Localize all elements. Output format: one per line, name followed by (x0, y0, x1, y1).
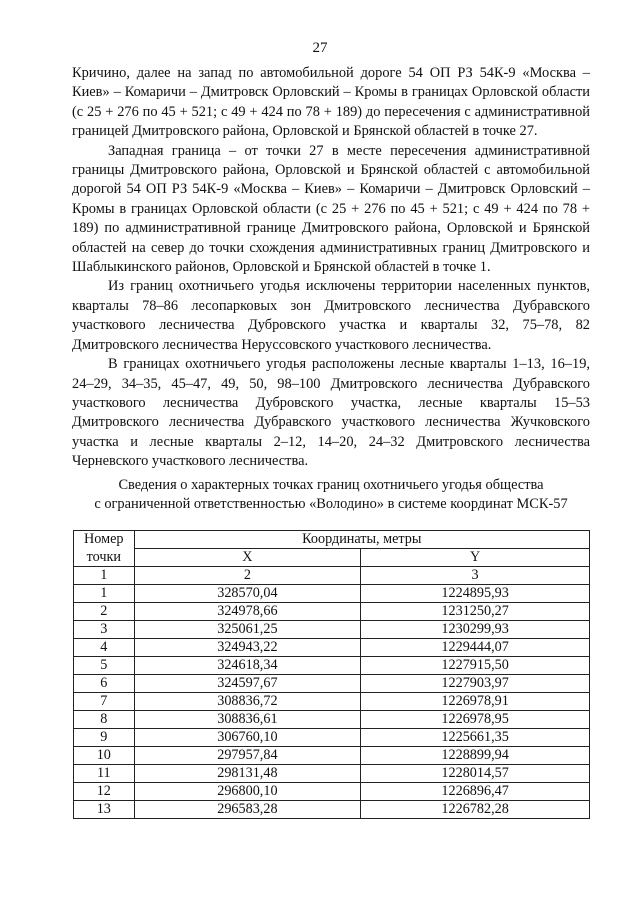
point-number-cell: 1 (74, 585, 135, 603)
x-coordinate-cell: 328570,04 (134, 585, 361, 603)
header-point-number-bottom: точки (74, 549, 135, 567)
x-coordinate-cell: 324618,34 (134, 657, 361, 675)
index-cell: 2 (134, 567, 361, 585)
point-number-cell: 3 (74, 621, 135, 639)
index-cell: 1 (74, 567, 135, 585)
table-header-row (74, 531, 590, 549)
point-number-cell: 9 (74, 729, 135, 747)
table-row (74, 585, 590, 603)
table-row (74, 693, 590, 711)
table-header-row (74, 549, 590, 567)
point-number-cell: 2 (74, 603, 135, 621)
point-number-cell: 7 (74, 693, 135, 711)
paragraph-exclusions: Из границ охотничьего угодья исключены территории населенных пунктов, кварталы 78–86 лесопарковых зон Дмитровского лесничества Дубравского участкового лесничества Дубровского участка и кварталы 32, 75–78, 82 Дмитровского лесничества Неруссовского участкового лесничества. (72, 278, 590, 353)
y-coordinate-cell: 1227903,97 (361, 675, 590, 693)
y-coordinate-cell: 1229444,07 (361, 639, 590, 657)
x-coordinate-cell: 306760,10 (134, 729, 361, 747)
header-point-number-top: Номер (74, 531, 135, 549)
y-coordinate-cell: 1226782,28 (361, 801, 590, 819)
table-row (74, 801, 590, 819)
table-caption (72, 476, 590, 515)
table-row (74, 639, 590, 657)
x-coordinate-cell: 296583,28 (134, 801, 361, 819)
y-coordinate-cell: 1225661,35 (361, 729, 590, 747)
point-number-cell: 4 (74, 639, 135, 657)
y-coordinate-cell: 1228899,94 (361, 747, 590, 765)
header-coordinates: Координаты, метры (134, 531, 589, 549)
x-coordinate-cell: 308836,72 (134, 693, 361, 711)
x-coordinate-cell: 325061,25 (134, 621, 361, 639)
paragraph-western-boundary: Западная граница – от точки 27 в месте пересечения административной границы Дмитровского района, Орловской и Брянской областей с автомобильной дорогой 54 ОП РЗ 54К-9 «Москва – Киев» – Комаричи – Дмитровск Орловский – Кромы в границах Орловской области (с 25 + 276 по 45 + 521; с 49 + 424 по 78 + 189) по административной границе Дмитровского района, Орловской и Брянской областей на север до точки схождения административных границ Дмитровского и Шаблыкинского районов, Орловской и Брянской областей в точке 1. (72, 142, 590, 276)
table-caption-line-2: с ограниченной ответственностью «Володино» в системе координат МСК-57 (94, 496, 568, 513)
point-number-cell: 11 (74, 765, 135, 783)
table-row (74, 657, 590, 675)
coordinates-table (73, 530, 590, 819)
y-coordinate-cell: 1228014,57 (361, 765, 590, 783)
table-row (74, 783, 590, 801)
table-caption-line-1: Сведения о характерных точках границ охотничьего угодья общества (118, 477, 544, 493)
paragraph-forest-quarters: В границах охотничьего угодья расположены лесные кварталы 1–13, 16–19, 24–29, 34–35, 45–47, 49, 50, 98–100 Дмитровского лесничества Дубравского участкового лесничества Дубровского участка, лесные кварталы 15–53 Дмитровского лесничества Дубравского участкового лесничества Жучковского участка и лесные кварталы 2–12, 14–20, 24–32 Дмитровского лесничества Черневского участкового лесничества. (72, 356, 590, 470)
table-row (74, 729, 590, 747)
x-coordinate-cell: 324597,67 (134, 675, 361, 693)
table-row (74, 675, 590, 693)
point-number-cell: 10 (74, 747, 135, 765)
index-cell: 3 (361, 567, 590, 585)
point-number-cell: 8 (74, 711, 135, 729)
table-row (74, 603, 590, 621)
page-number: 27 (312, 40, 328, 56)
paragraph-continuation: Кричино, далее на запад по автомобильной дороге 54 ОП РЗ 54К-9 «Москва – Киев» – Комаричи – Дмитровск Орловский – Кромы в границах Орловской области (с 25 + 276 по 45 + 521; с 49 + 424 по 78 + 189) до пересечения с административной границей Дмитровского района, Орловской и Брянской областей в точке 27. (72, 65, 590, 140)
table-index-row (74, 567, 590, 585)
table-row (74, 747, 590, 765)
table-row (74, 765, 590, 783)
x-coordinate-cell: 296800,10 (134, 783, 361, 801)
y-coordinate-cell: 1226978,95 (361, 711, 590, 729)
y-coordinate-cell: 1230299,93 (361, 621, 590, 639)
x-coordinate-cell: 324943,22 (134, 639, 361, 657)
y-coordinate-cell: 1231250,27 (361, 603, 590, 621)
y-coordinate-cell: 1224895,93 (361, 585, 590, 603)
y-coordinate-cell: 1226896,47 (361, 783, 590, 801)
point-number-cell: 12 (74, 783, 135, 801)
x-coordinate-cell: 297957,84 (134, 747, 361, 765)
table-row (74, 711, 590, 729)
table-row (74, 621, 590, 639)
y-coordinate-cell: 1226978,91 (361, 693, 590, 711)
point-number-cell: 5 (74, 657, 135, 675)
x-coordinate-cell: 308836,61 (134, 711, 361, 729)
point-number-cell: 13 (74, 801, 135, 819)
y-coordinate-cell: 1227915,50 (361, 657, 590, 675)
body-text (72, 64, 590, 472)
header-y: Y (361, 549, 590, 567)
x-coordinate-cell: 298131,48 (134, 765, 361, 783)
header-x: X (134, 549, 361, 567)
point-number-cell: 6 (74, 675, 135, 693)
x-coordinate-cell: 324978,66 (134, 603, 361, 621)
